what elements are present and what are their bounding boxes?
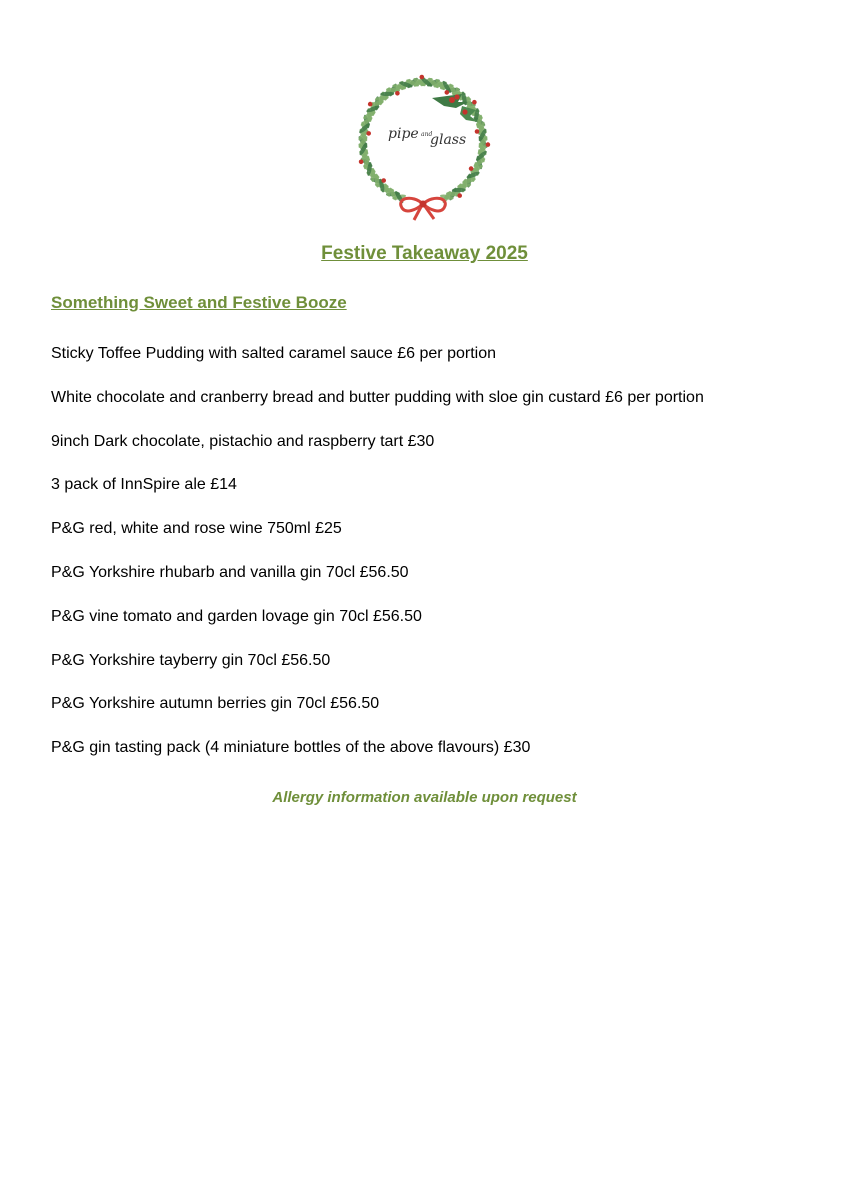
logo-text-glass: glass xyxy=(430,132,467,148)
menu-item: Sticky Toffee Pudding with salted caramel sauce £6 per portion xyxy=(51,345,496,362)
wreath-berry xyxy=(457,193,462,198)
allergy-note: Allergy information available upon request xyxy=(272,789,577,806)
logo-text-and: and xyxy=(421,131,433,138)
menu-list xyxy=(51,344,704,782)
wreath-berry xyxy=(395,91,400,96)
section-heading: Something Sweet and Festive Booze xyxy=(51,293,347,312)
wreath-berry xyxy=(472,100,477,105)
wreath-berry xyxy=(381,178,386,183)
logo-text-pipe: pipe xyxy=(388,126,419,142)
wreath-berry xyxy=(445,90,450,95)
wreath-berry xyxy=(469,166,474,171)
wreath-berry xyxy=(368,102,373,107)
menu-item: P&G red, white and rose wine 750ml £25 xyxy=(51,520,342,538)
menu-item: P&G vine tomato and garden lovage gin 70cl £56.50 xyxy=(51,607,422,625)
wreath-berry xyxy=(359,160,364,165)
wreath-berry xyxy=(475,129,480,134)
wreath-berry xyxy=(420,75,425,80)
wreath-icon xyxy=(344,66,502,224)
wreath-berry xyxy=(486,142,491,147)
wreath-leaves xyxy=(357,76,489,204)
wreath-berry xyxy=(366,131,371,136)
menu-item: 9inch Dark chocolate, pistachio and raspberry tart £30 xyxy=(51,432,435,450)
wreath-logo xyxy=(344,66,502,224)
menu-item: P&G Yorkshire tayberry gin 70cl £56.50 xyxy=(51,651,331,669)
menu-item: P&G gin tasting pack (4 miniature bottles of the above flavours) £30 xyxy=(51,739,531,757)
menu-item: P&G Yorkshire rhubarb and vanilla gin 70cl £56.50 xyxy=(51,563,409,581)
menu-item: White chocolate and cranberry bread and butter pudding with sloe gin custard £6 per portion xyxy=(51,388,704,406)
menu-item: 3 pack of InnSpire ale £14 xyxy=(51,476,237,494)
page-title: Festive Takeaway 2025 xyxy=(321,243,528,264)
ribbon-bow-icon xyxy=(401,198,446,220)
menu-item: P&G Yorkshire autumn berries gin 70cl £56.50 xyxy=(51,695,380,713)
